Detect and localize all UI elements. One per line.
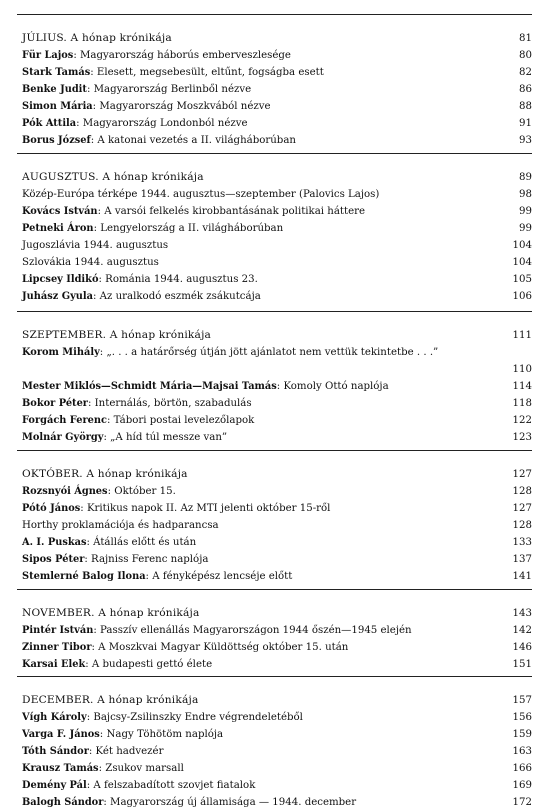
toc-entry[interactable]: Karsai Elek: A budapesti gettó élete 151 bbox=[22, 656, 532, 673]
toc-entry[interactable]: Molnár György: „A híd túl messze van” 123 bbox=[22, 429, 532, 446]
page-number: 105 bbox=[512, 274, 532, 285]
toc-entry[interactable]: Borus József: A katonai vezetés a II. világháborúban 93 bbox=[22, 132, 532, 149]
entry-author: Korom Mihály bbox=[22, 347, 100, 358]
page-number: 93 bbox=[519, 135, 532, 146]
entry-title: Magyarország Berlinből nézve bbox=[93, 84, 252, 95]
entry-author: Stark Tamás bbox=[22, 67, 91, 78]
entry-title: Nagy Töhötöm naplója bbox=[106, 729, 224, 740]
entry-title: Két hadvezér bbox=[95, 746, 164, 757]
entry-author: Vígh Károly bbox=[22, 712, 87, 723]
entry-title: Kritikus napok II. Az MTI jelenti október 15-ről bbox=[86, 503, 331, 514]
toc-list bbox=[22, 466, 532, 585]
entry-title: Magyarország Londonból nézve bbox=[82, 118, 248, 129]
toc-entry[interactable]: Mester Miklós—Schmidt Mária—Majsai Tamás: Komoly Ottó naplója 114 bbox=[22, 378, 532, 395]
toc-entry[interactable]: Korom Mihály: „. . . a határőrség útján jött ajánlatot nem vettük tekintetbe . . .” 110 bbox=[22, 344, 532, 378]
page-number: 80 bbox=[519, 50, 532, 61]
toc-entry[interactable]: Simon Mária: Magyarország Moszkvából nézve 88 bbox=[22, 98, 532, 115]
page-number: 122 bbox=[512, 415, 532, 426]
page-number: 143 bbox=[512, 608, 532, 619]
entry-title: Komoly Ottó naplója bbox=[283, 381, 389, 392]
page-number: 104 bbox=[512, 257, 532, 268]
toc-entry[interactable]: Forgách Ferenc: Tábori postai levelezőlapok 122 bbox=[22, 412, 532, 429]
entry-title: A fényképész lencséje előtt bbox=[152, 571, 293, 582]
page-number: 114 bbox=[512, 381, 532, 392]
page-number: 89 bbox=[519, 172, 532, 183]
entry-title: Internálás, börtön, szabadulás bbox=[94, 398, 252, 409]
entry-author: Mester Miklós—Schmidt Mária—Majsai Tamás bbox=[22, 381, 277, 392]
entry-author: Lipcsey Ildikó bbox=[22, 274, 99, 285]
toc-entry[interactable] bbox=[22, 186, 532, 203]
month-title: OKTÓBER. A hónap krónikája bbox=[22, 468, 188, 480]
page-number: 82 bbox=[519, 67, 532, 78]
entry-title: Közép-Európa térképe 1944. augusztus—szeptember (Palovics Lajos) bbox=[22, 189, 380, 200]
page-number: 133 bbox=[512, 537, 532, 548]
toc-entry[interactable]: Stemlerné Balog Ilona: A fényképész lencséje előtt 141 bbox=[22, 568, 532, 585]
page-number: 146 bbox=[512, 642, 532, 653]
entry-title: A katonai vezetés a II. világháborúban bbox=[97, 135, 296, 146]
entry-author: Stemlerné Balog Ilona bbox=[22, 571, 146, 582]
section-divider bbox=[17, 589, 532, 590]
entry-author: Für Lajos bbox=[22, 50, 74, 61]
toc-entry[interactable]: Krausz Tamás: Zsukov marsall 166 bbox=[22, 760, 532, 777]
toc-entry[interactable]: Varga F. János: Nagy Töhötöm naplója 159 bbox=[22, 726, 532, 743]
entry-title: Horthy proklamációja és hadparancsa bbox=[22, 520, 219, 531]
month-title: JÚLIUS. A hónap krónikája bbox=[22, 32, 172, 44]
entry-author: Demény Pál bbox=[22, 780, 87, 791]
page-number: 159 bbox=[512, 729, 532, 740]
entry-author: Borus József bbox=[22, 135, 91, 146]
page-number: 141 bbox=[512, 571, 532, 582]
page-number: 104 bbox=[512, 240, 532, 251]
toc-entry[interactable]: Stark Tamás: Elesett, megsebesült, eltűnt, fogságba esett 82 bbox=[22, 64, 532, 81]
page-number: 81 bbox=[519, 33, 532, 44]
entry-author: Karsai Elek bbox=[22, 659, 86, 670]
toc-list bbox=[22, 327, 532, 446]
entry-author: Pótó János bbox=[22, 503, 81, 514]
page-number: 118 bbox=[512, 398, 532, 409]
page-number: 98 bbox=[519, 189, 532, 200]
page-number: 151 bbox=[512, 659, 532, 670]
page-number: 110 bbox=[512, 364, 532, 375]
toc-entry[interactable]: Pintér István: Passzív ellenállás Magyarországon 1944 őszén—1945 elején 142 bbox=[22, 622, 532, 639]
page-number: 142 bbox=[512, 625, 532, 636]
entry-title: Átállás előtt és után bbox=[93, 537, 197, 548]
page-number: 123 bbox=[512, 432, 532, 443]
page-number: 99 bbox=[519, 206, 532, 217]
page-number: 166 bbox=[512, 763, 532, 774]
entry-title: Tábori postai levelezőlapok bbox=[113, 415, 255, 426]
toc-list bbox=[22, 692, 532, 811]
entry-author: Sipos Péter bbox=[22, 554, 85, 565]
page-number: 156 bbox=[512, 712, 532, 723]
entry-title: Az uralkodó eszmék zsákutcája bbox=[99, 291, 261, 302]
section-divider bbox=[17, 676, 532, 677]
page-number: 91 bbox=[519, 118, 532, 129]
section-divider bbox=[17, 153, 532, 154]
entry-title: Magyarország Moszkvából nézve bbox=[99, 101, 271, 112]
entry-title: A Moszkvai Magyar Küldöttség október 15. után bbox=[98, 642, 349, 653]
toc-entry[interactable]: Vígh Károly: Bajcsy-Zsilinszky Endre végrendeletéből 156 bbox=[22, 709, 532, 726]
month-title: NOVEMBER. A hónap krónikája bbox=[22, 607, 200, 619]
entry-author: Pók Attila bbox=[22, 118, 77, 129]
page-number: 169 bbox=[512, 780, 532, 791]
toc-entry[interactable]: Petneki Áron: Lengyelország a II. világháborúban 99 bbox=[22, 220, 532, 237]
entry-title: A varsói felkelés kirobbantásának politikai háttere bbox=[104, 206, 366, 217]
toc-entry[interactable]: Lipcsey Ildikó: Románia 1944. augusztus 23. 105 bbox=[22, 271, 532, 288]
entry-author: Balogh Sándor bbox=[22, 797, 104, 808]
toc-entry[interactable]: Kovács István: A varsói felkelés kirobbantásának politikai háttere 99 bbox=[22, 203, 532, 220]
page-number: 163 bbox=[512, 746, 532, 757]
page-number: 172 bbox=[512, 797, 532, 808]
page-number: 137 bbox=[512, 554, 532, 565]
page-number: 127 bbox=[512, 469, 532, 480]
section-divider bbox=[17, 14, 532, 15]
entry-author: Kovács István bbox=[22, 206, 98, 217]
entry-author: Petneki Áron bbox=[22, 223, 94, 234]
page-number: 86 bbox=[519, 84, 532, 95]
entry-title: Magyarország háborús emberveszlesége bbox=[79, 50, 291, 61]
entry-title: „A híd túl messze van” bbox=[110, 432, 228, 443]
entry-title: Szlovákia 1944. augusztus bbox=[22, 257, 159, 268]
entry-title: Zsukov marsall bbox=[105, 763, 184, 774]
entry-author: Krausz Tamás bbox=[22, 763, 99, 774]
toc-list bbox=[22, 169, 532, 305]
entry-title: Passzív ellenállás Magyarországon 1944 őszén—1945 elején bbox=[100, 625, 412, 636]
toc-entry[interactable]: Tóth Sándor: Két hadvezér 163 bbox=[22, 743, 532, 760]
month-title: AUGUSZTUS. A hónap krónikája bbox=[22, 171, 204, 183]
entry-title: Elesett, megsebesült, eltűnt, fogságba esett bbox=[96, 67, 324, 78]
entry-author: Forgách Ferenc bbox=[22, 415, 107, 426]
toc-list bbox=[22, 30, 532, 149]
toc-entry[interactable] bbox=[22, 254, 532, 271]
entry-title: Bajcsy-Zsilinszky Endre végrendeletéből bbox=[93, 712, 303, 723]
entry-author: Rozsnyói Ágnes bbox=[22, 486, 108, 497]
entry-title: Magyarország új államisága — 1944. december bbox=[110, 797, 357, 808]
toc-entry[interactable]: Juhász Gyula: Az uralkodó eszmék zsákutcája 106 bbox=[22, 288, 532, 305]
toc-month-heading[interactable] bbox=[22, 327, 532, 344]
toc-entry[interactable]: Zinner Tibor: A Moszkvai Magyar Küldöttség október 15. után 146 bbox=[22, 639, 532, 656]
entry-author: Juhász Gyula bbox=[22, 291, 93, 302]
page-number: 106 bbox=[512, 291, 532, 302]
toc-entry[interactable]: Pótó János: Kritikus napok II. Az MTI jelenti október 15-ről 127 bbox=[22, 500, 532, 517]
entry-author: Molnár György bbox=[22, 432, 104, 443]
page-number: 128 bbox=[512, 520, 532, 531]
page-number: 127 bbox=[512, 503, 532, 514]
page-number: 99 bbox=[519, 223, 532, 234]
page-number: 157 bbox=[512, 695, 532, 706]
entry-title: Október 15. bbox=[114, 486, 176, 497]
month-title: DECEMBER. A hónap krónikája bbox=[22, 694, 199, 706]
toc-entry[interactable]: Sipos Péter: Rajniss Ferenc naplója 137 bbox=[22, 551, 532, 568]
toc-entry[interactable]: Benke Judit: Magyarország Berlinből nézve 86 bbox=[22, 81, 532, 98]
toc-entry[interactable] bbox=[22, 237, 532, 254]
page-number: 128 bbox=[512, 486, 532, 497]
entry-author: Zinner Tibor bbox=[22, 642, 92, 653]
toc-month-heading[interactable] bbox=[22, 169, 532, 186]
toc-entry[interactable]: A. I. Puskas: Átállás előtt és után 133 bbox=[22, 534, 532, 551]
toc-entry[interactable]: Rozsnyói Ágnes: Október 15. 128 bbox=[22, 483, 532, 500]
month-title: SZEPTEMBER. A hónap krónikája bbox=[22, 329, 212, 341]
toc-month-heading[interactable] bbox=[22, 605, 532, 622]
toc-list bbox=[22, 605, 532, 673]
page-number: 111 bbox=[512, 330, 532, 341]
section-divider bbox=[17, 450, 532, 451]
entry-title: Lengyelország a II. világháborúban bbox=[100, 223, 284, 234]
entry-title: Jugoszlávia 1944. augusztus bbox=[22, 240, 169, 251]
entry-author: Benke Judit bbox=[22, 84, 87, 95]
entry-author: Pintér István bbox=[22, 625, 94, 636]
entry-title: A felszabadított szovjet fiatalok bbox=[93, 780, 256, 791]
entry-author: Bokor Péter bbox=[22, 398, 88, 409]
section-divider bbox=[17, 311, 532, 312]
toc-entry[interactable]: Bokor Péter: Internálás, börtön, szabadulás 118 bbox=[22, 395, 532, 412]
toc-month-heading[interactable] bbox=[22, 692, 532, 709]
toc-entry[interactable]: Demény Pál: A felszabadított szovjet fiatalok 169 bbox=[22, 777, 532, 794]
entry-author: A. I. Puskas bbox=[22, 537, 87, 548]
entry-author: Simon Mária bbox=[22, 101, 93, 112]
toc-entry[interactable]: Für Lajos: Magyarország háborús emberveszlesége 80 bbox=[22, 47, 532, 64]
entry-title: Románia 1944. augusztus 23. bbox=[105, 274, 258, 285]
page-number: 88 bbox=[519, 101, 532, 112]
toc-entry[interactable] bbox=[22, 517, 532, 534]
toc-month-heading[interactable] bbox=[22, 466, 532, 483]
entry-title: Rajniss Ferenc naplója bbox=[91, 554, 209, 565]
entry-author: Varga F. János bbox=[22, 729, 100, 740]
toc-month-heading[interactable] bbox=[22, 30, 532, 47]
toc-entry[interactable]: Pók Attila: Magyarország Londonból nézve 91 bbox=[22, 115, 532, 132]
toc-entry[interactable]: Balogh Sándor: Magyarország új államisága — 1944. december 172 bbox=[22, 794, 532, 811]
entry-title: A budapesti gettó élete bbox=[91, 659, 213, 670]
entry-author: Tóth Sándor bbox=[22, 746, 89, 757]
entry-title: „. . . a határőrség útján jött ajánlatot nem vettük tekintetbe . . .” bbox=[106, 347, 439, 358]
